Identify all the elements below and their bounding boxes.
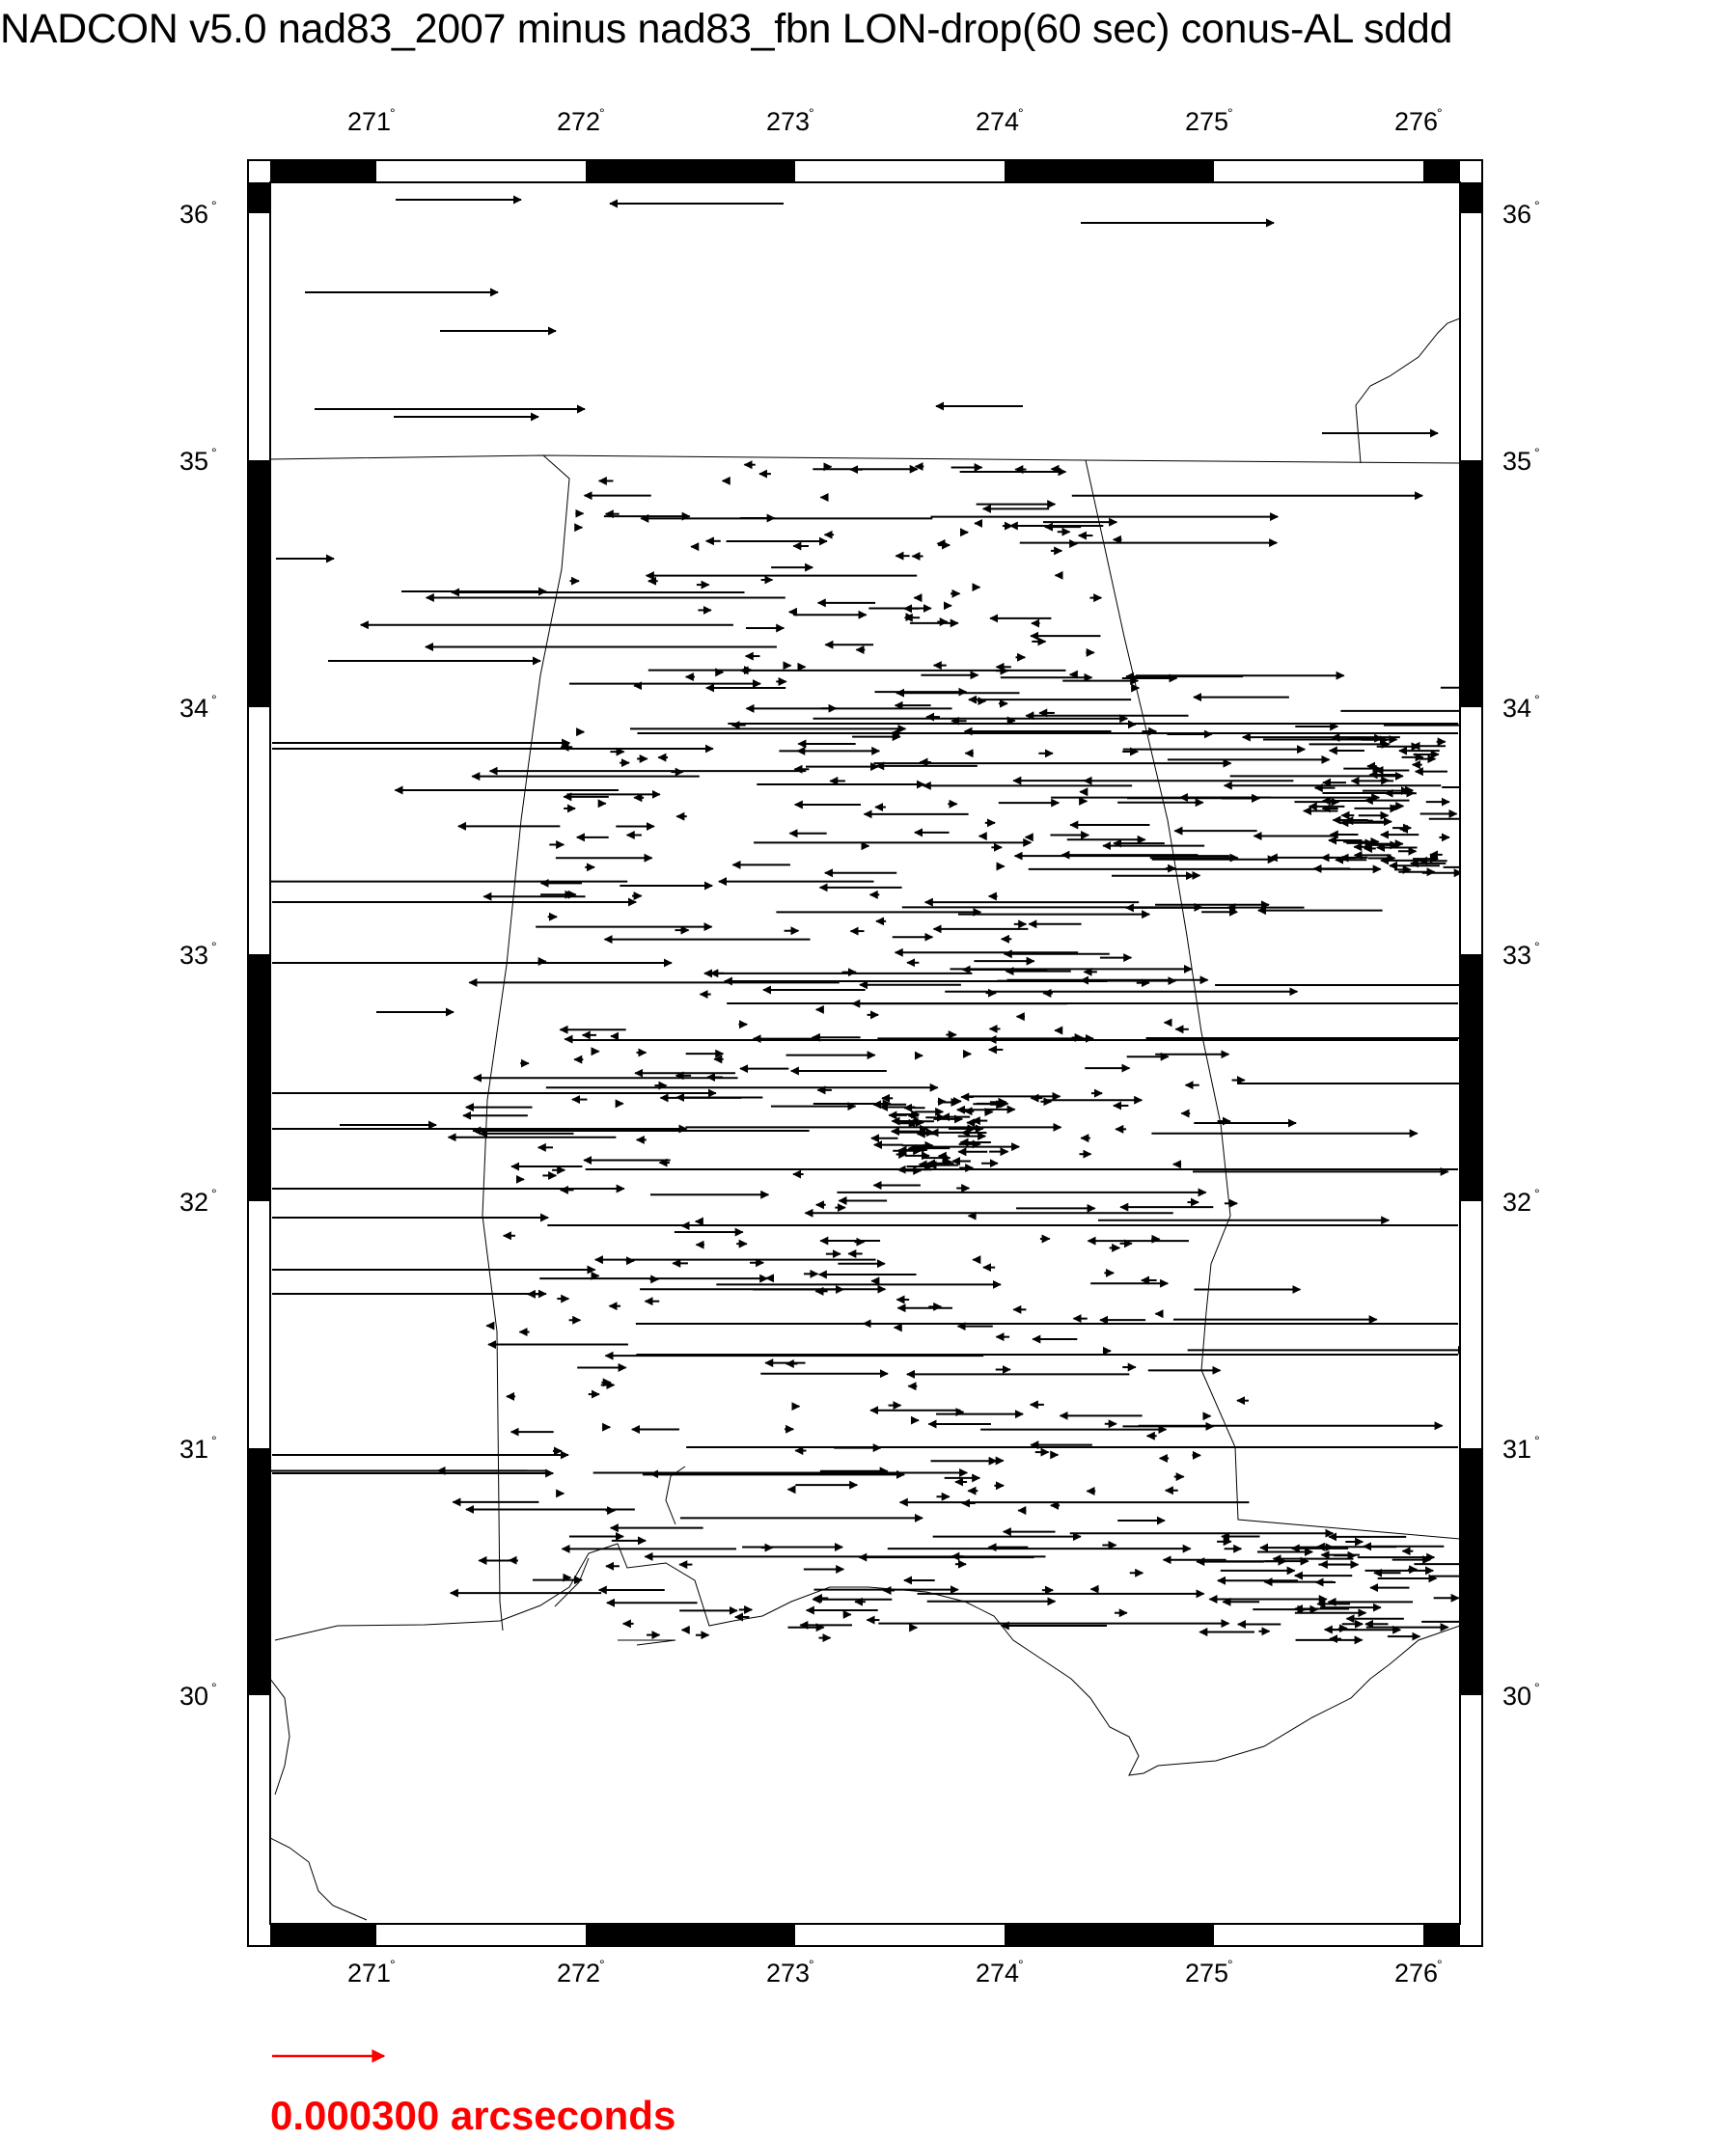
lat-tick-label-left: 30 [179,1682,209,1711]
lon-tick-degree: ° [1018,105,1024,121]
frame-bar-top [1005,160,1214,182]
lon-tick-label: 271 [347,1959,392,1988]
frame-bar-top [586,160,795,182]
frame-bar-left [248,1448,270,1695]
lat-tick-label-right: 31 [1502,1435,1532,1464]
frame-bar-left [248,460,270,707]
lon-tick-degree: ° [809,105,814,121]
lat-tick-label-right: 30 [1502,1682,1532,1711]
frame-bar-right [1460,954,1482,1201]
lon-tick-degree: ° [809,1957,814,1972]
lon-tick-label: 271 [347,107,392,136]
frame-bar-left [248,954,270,1201]
lat-tick-degree: ° [1534,445,1540,460]
lat-tick-label-right: 33 [1502,941,1532,970]
lat-tick-degree: ° [211,1680,217,1695]
scale-label: 0.000300 arcseconds [270,2093,676,2138]
frame-bar-right [1460,460,1482,707]
lat-tick-label-right: 32 [1502,1188,1532,1217]
lon-tick-label: 274 [976,107,1020,136]
lat-tick-label-left: 33 [179,941,209,970]
lat-tick-degree: ° [211,939,217,954]
map-frame [248,160,1482,1946]
lon-tick-degree: ° [599,1957,605,1972]
frame-bar-top [1423,160,1460,182]
lat-tick-label-left: 36 [179,200,209,229]
lon-tick-degree: ° [1437,105,1443,121]
lon-tick-degree: ° [390,105,396,121]
frame-bar-left [248,182,270,213]
lat-tick-degree: ° [1534,1186,1540,1201]
lon-tick-label: 274 [976,1959,1020,1988]
lat-tick-degree: ° [211,692,217,707]
frame-bar-right [1460,182,1482,213]
lon-tick-degree: ° [1227,105,1233,121]
lat-tick-label-left: 35 [179,447,209,476]
lat-tick-degree: ° [211,1433,217,1448]
frame-bar-top [270,160,376,182]
lon-tick-label: 272 [557,1959,601,1988]
lat-tick-degree: ° [1534,692,1540,707]
lat-tick-degree: ° [211,445,217,460]
lon-tick-degree: ° [1018,1957,1024,1972]
lat-tick-label-left: 34 [179,694,209,723]
frame-bar-bottom [586,1924,795,1946]
frame-bar-right [1460,1448,1482,1695]
axis-tick-labels [179,105,1540,1988]
lon-tick-label: 272 [557,107,601,136]
lon-tick-label: 275 [1185,107,1229,136]
lat-tick-degree: ° [1534,1680,1540,1695]
vector-field [222,200,1623,1640]
frame-bar-bottom [1005,1924,1214,1946]
lat-tick-degree: ° [211,198,217,213]
lat-tick-label-right: 36 [1502,200,1532,229]
lat-tick-degree: ° [1534,1433,1540,1448]
lat-tick-degree: ° [1534,939,1540,954]
lon-tick-degree: ° [390,1957,396,1972]
lat-tick-label-right: 34 [1502,694,1532,723]
lon-tick-label: 275 [1185,1959,1229,1988]
lon-tick-degree: ° [599,105,605,121]
lon-tick-label: 276 [1394,1959,1439,1988]
lat-tick-label-left: 32 [179,1188,209,1217]
lon-tick-degree: ° [1227,1957,1233,1972]
lat-tick-label-right: 35 [1502,447,1532,476]
lat-tick-label-left: 31 [179,1435,209,1464]
lat-tick-degree: ° [1534,198,1540,213]
lat-tick-degree: ° [211,1186,217,1201]
lon-tick-label: 276 [1394,107,1439,136]
frame-bar-bottom [270,1924,376,1946]
map-title: NADCON v5.0 nad83_2007 minus nad83_fbn LON-drop(60 sec) conus-AL sddd [0,6,1453,52]
state-boundaries [270,318,1460,1920]
lon-tick-label: 273 [766,1959,811,1988]
lon-tick-degree: ° [1437,1957,1443,1972]
frame-bar-bottom [1423,1924,1460,1946]
lon-tick-label: 273 [766,107,811,136]
